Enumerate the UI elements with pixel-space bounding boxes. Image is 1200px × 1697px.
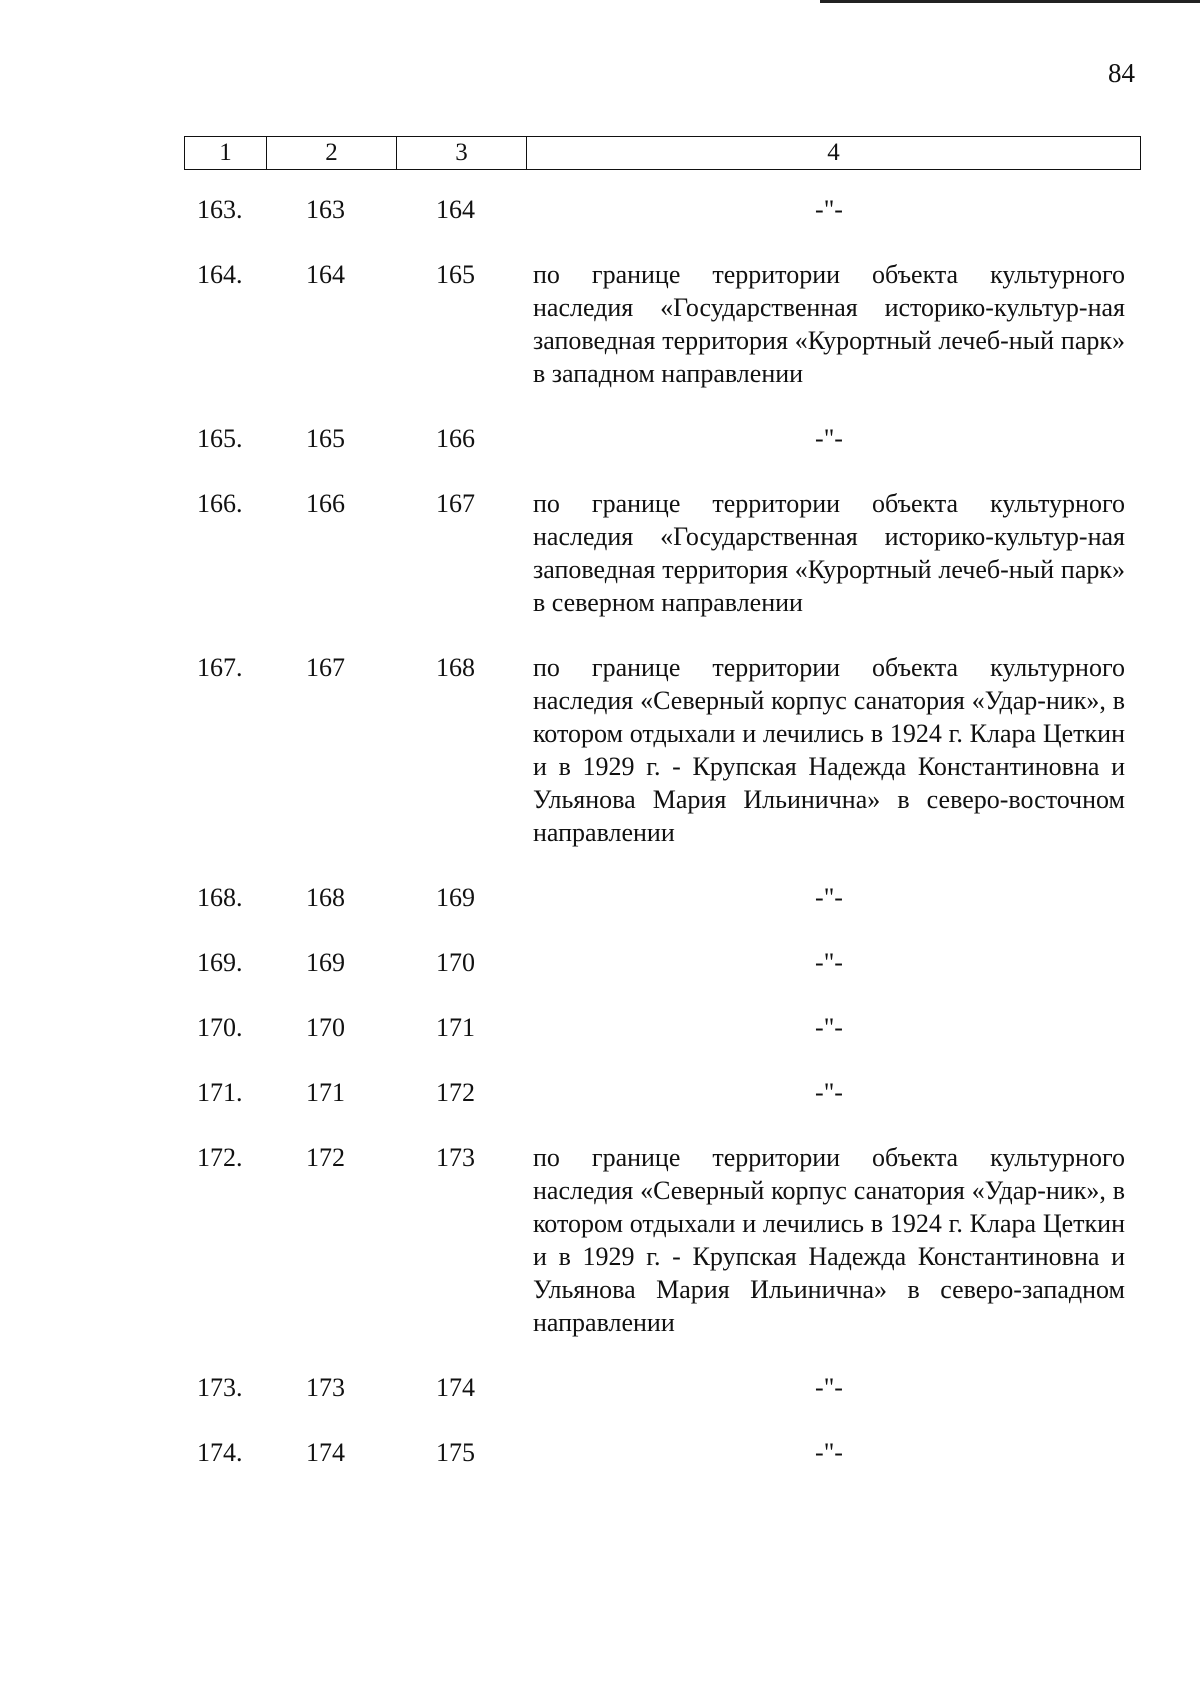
table-row bbox=[0, 1011, 1200, 1044]
boundary-description: -"- bbox=[815, 195, 843, 224]
from-point: 174 bbox=[306, 1438, 345, 1467]
from-point: 170 bbox=[306, 1013, 345, 1042]
row-number: 163. bbox=[197, 195, 243, 224]
header-cell-4: 4 bbox=[827, 139, 840, 166]
table-row bbox=[0, 422, 1200, 455]
row-number: 172. bbox=[197, 1143, 243, 1172]
row-number: 173. bbox=[197, 1373, 243, 1402]
to-point: 170 bbox=[436, 948, 475, 977]
boundary-description: по границе территории объекта культурного наследия «Северный корпус санатория «Удар-ник», в котором отдыхали и лечились в 1924 г. Клара Цеткин и в 1929 г. - Крупская Надежда Константиновна и Ульянова Мария Ильинична» в северо-восточном направлении bbox=[533, 653, 1125, 847]
table-row bbox=[0, 881, 1200, 914]
page-number: 84 bbox=[1108, 58, 1135, 88]
row-number: 169. bbox=[197, 948, 243, 977]
table-row bbox=[0, 1371, 1200, 1404]
boundary-description: по границе территории объекта культурного наследия «Северный корпус санатория «Удар-ник», в котором отдыхали и лечились в 1924 г. Клара Цеткин и в 1929 г. - Крупская Надежда Константиновна и Ульянова Мария Ильинична» в северо-западном направлении bbox=[533, 1143, 1125, 1337]
boundary-description: по границе территории объекта культурного наследия «Государственная историко-культур-ная заповедная территория «Курортный лечеб-ный парк» в северном направлении bbox=[533, 489, 1125, 617]
boundary-description: -"- bbox=[815, 1373, 843, 1402]
row-number: 165. bbox=[197, 424, 243, 453]
header-cell-3: 3 bbox=[397, 137, 527, 169]
to-point: 174 bbox=[436, 1373, 475, 1402]
header-cell-2: 2 bbox=[267, 137, 397, 169]
table-row bbox=[0, 193, 1200, 226]
from-point: 167 bbox=[306, 653, 345, 682]
to-point: 175 bbox=[436, 1438, 475, 1467]
boundary-description: -"- bbox=[815, 948, 843, 977]
boundary-description: -"- bbox=[815, 1438, 843, 1467]
table-body bbox=[0, 193, 1200, 1501]
from-point: 172 bbox=[306, 1143, 345, 1172]
row-number: 166. bbox=[197, 489, 243, 518]
row-number: 164. bbox=[197, 260, 243, 289]
from-point: 166 bbox=[306, 489, 345, 518]
to-point: 164 bbox=[436, 195, 475, 224]
to-point: 165 bbox=[436, 260, 475, 289]
table-row bbox=[0, 651, 1200, 849]
from-point: 165 bbox=[306, 424, 345, 453]
boundary-description: -"- bbox=[815, 883, 843, 912]
from-point: 171 bbox=[306, 1078, 345, 1107]
header-cell-1: 1 bbox=[185, 137, 267, 169]
row-number: 167. bbox=[197, 653, 243, 682]
boundary-description: -"- bbox=[815, 1013, 843, 1042]
to-point: 168 bbox=[436, 653, 475, 682]
row-number: 171. bbox=[197, 1078, 243, 1107]
to-point: 172 bbox=[436, 1078, 475, 1107]
from-point: 164 bbox=[306, 260, 345, 289]
to-point: 169 bbox=[436, 883, 475, 912]
table-row bbox=[0, 1141, 1200, 1339]
row-number: 168. bbox=[197, 883, 243, 912]
table-row bbox=[0, 487, 1200, 619]
to-point: 173 bbox=[436, 1143, 475, 1172]
from-point: 173 bbox=[306, 1373, 345, 1402]
table-row bbox=[0, 1076, 1200, 1109]
to-point: 166 bbox=[436, 424, 475, 453]
from-point: 169 bbox=[306, 948, 345, 977]
table-row bbox=[0, 1436, 1200, 1469]
top-rule bbox=[820, 0, 1200, 3]
to-point: 171 bbox=[436, 1013, 475, 1042]
table-row bbox=[0, 946, 1200, 979]
boundary-description: -"- bbox=[815, 424, 843, 453]
boundary-description: по границе территории объекта культурного наследия «Государственная историко-культур-ная заповедная территория «Курортный лечеб-ный парк» в западном направлении bbox=[533, 260, 1125, 388]
table-row bbox=[0, 258, 1200, 390]
row-number: 170. bbox=[197, 1013, 243, 1042]
from-point: 163 bbox=[306, 195, 345, 224]
boundary-description: -"- bbox=[815, 1078, 843, 1107]
row-number: 174. bbox=[197, 1438, 243, 1467]
to-point: 167 bbox=[436, 489, 475, 518]
table-header bbox=[184, 136, 1141, 170]
from-point: 168 bbox=[306, 883, 345, 912]
